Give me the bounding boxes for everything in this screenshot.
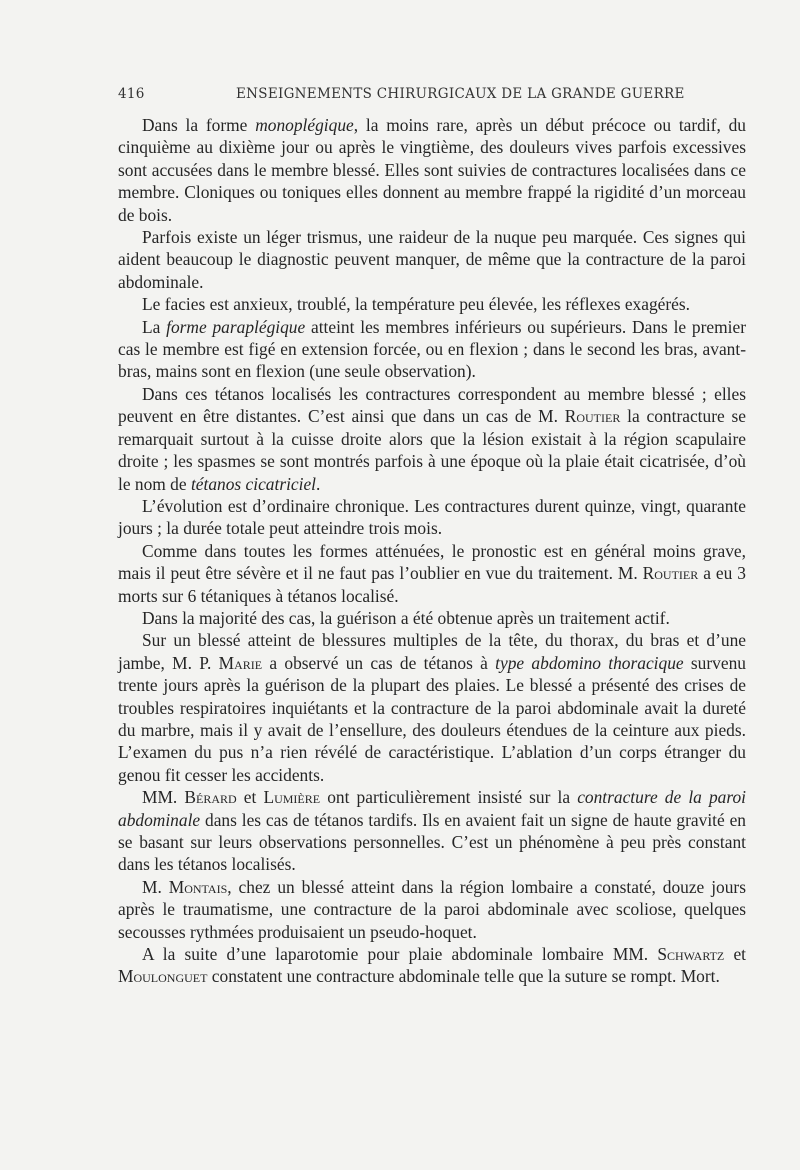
paragraph-2: Parfois existe un léger trismus, une raideur de la nuque peu marquée. Ces signes qui aident beaucoup le diagnostic peuvent manquer, de même que la contracture de la paroi abdominale. — [118, 227, 746, 292]
paragraph-1: Dans la forme monoplégique, la moins rare, après un début précoce ou tardif, du cinquième au dixième jour ou après le vingtième, des douleurs vives parfois excessives sont accusées dans le membre blessé. Elles sont suivies de contractures localisées dans ce membre. Cloniques ou toniques elles donnent au membre frappé la rigidité d’un morceau de bois. — [118, 115, 747, 225]
paragraph-11: M. Montais, chez un blessé atteint dans la région lombaire a constaté, douze jours après le traumatisme, une contracture de la paroi abdominale avec scoliose, quelques secousses rythmées produisaient un pseudo-hoquet. — [118, 876, 746, 942]
paragraph-7: Comme dans toutes les formes atténuées, le pronostic est en général moins grave, mais il peut être sévère et il ne faut pas l’oublier en vue du traitement. M. Routier a eu 3 morts sur 6 tétaniques à tétanos localisé. — [118, 540, 746, 606]
paragraph-5: Dans ces tétanos localisés les contractures correspondent au membre blessé ; elles peuvent en être distantes. C’est ainsi que dans un cas de M. Routier la contracture se remarquait surtout à la cuisse droite alors que la lésion existait à la région scapulaire droite ; les spasmes se sont montrés parfois à une époque où la plaie était cicatrisée, d’où le nom de tétanos cicatriciel. — [118, 383, 746, 494]
paragraph-10: MM. Bérard et Lumière ont particulièrement insisté sur la contracture de la paroi abdominale dans les cas de tétanos tardifs. Ils en avaient fait un signe de haute gravité en se basant sur leurs observations personnelles. C’est un phénomène à peu près constant dans les tétanos localisés. — [118, 787, 746, 875]
body-text — [118, 114, 746, 988]
running-title: ENSEIGNEMENTS CHIRURGICAUX DE LA GRANDE GUERRE — [236, 86, 685, 102]
page-number: 416 — [118, 86, 145, 102]
paragraph-9: Sur un blessé atteint de blessures multiples de la tête, du thorax, du bras et d’une jambe, M. P. Marie a observé un cas de tétanos à type abdomino thoracique survenu trente jours après la guérison de la plupart des plaies. Le blessé a présenté des crises de troubles respiratoires inquiétants et la contracture de la paroi abdominale avait la dureté du marbre, mais il y avait de l’ensellure, des douleurs étendues de la ceinture aux pieds. L’examen du pus n’a rien révélé de caractéristique. L’ablation d’un corps étranger du genou fit cesser les accidents. — [118, 630, 746, 785]
paragraph-4: La forme paraplégique atteint les membres inférieurs ou supérieurs. Dans le premier cas le membre est figé en extension forcée, ou en flexion ; dans le second les bras, avant-bras, mains sont en flexion (une seule observation). — [118, 316, 746, 382]
paragraph-12: A la suite d’une laparotomie pour plaie abdominale lombaire MM. Schwartz et Moulonguet constatent une contracture abdominale telle que la suture se rompt. Mort. — [118, 944, 746, 987]
paragraph-8: Dans la majorité des cas, la guérison a été obtenue après un traitement actif. — [142, 607, 670, 628]
paragraph-6: L’évolution est d’ordinaire chronique. Les contractures durent quinze, vingt, quarante jours ; la durée totale peut atteindre trois mois. — [118, 495, 746, 539]
paragraph-3: Le facies est anxieux, troublé, la température peu élevée, les réflexes exagérés. — [142, 294, 691, 315]
running-header — [118, 86, 746, 102]
